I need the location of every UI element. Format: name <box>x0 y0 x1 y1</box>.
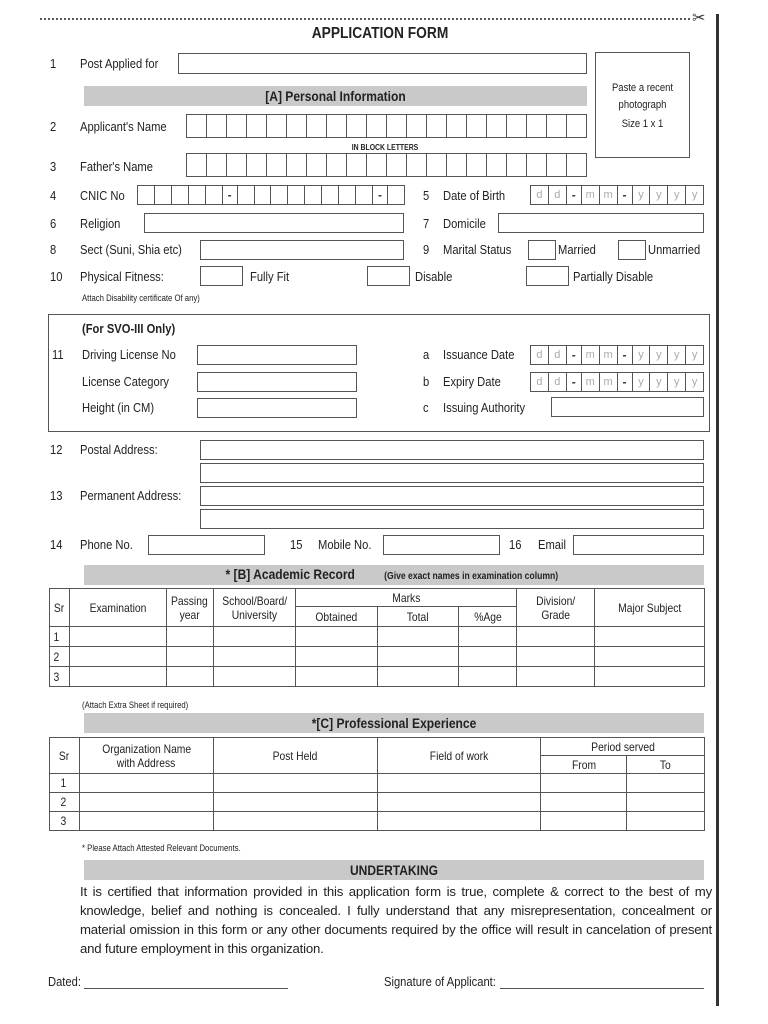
col-period-served: Period served <box>541 738 705 756</box>
permanent-address-line2[interactable] <box>200 509 704 529</box>
col-obtained: Obtained <box>295 607 377 627</box>
domicile-input[interactable] <box>498 213 704 233</box>
row-number: 12 <box>50 442 63 457</box>
col-division: Division/ Grade <box>517 589 595 627</box>
row-number: 4 <box>50 188 57 203</box>
section-b-title-wrap <box>84 566 704 584</box>
form-title: APPLICATION FORM <box>311 25 449 42</box>
permanent-address-label: Permanent Address: <box>80 488 182 503</box>
table-row[interactable]: 2 <box>50 647 705 667</box>
phone-label: Phone No. <box>80 537 133 552</box>
table-row[interactable]: 3 <box>50 667 705 687</box>
license-no-input[interactable] <box>197 345 357 365</box>
col-major-subject: Major Subject <box>595 589 705 627</box>
dob-label: Date of Birth <box>443 188 506 203</box>
attach-documents-note: * Please Attach Attested Relevant Documents. <box>82 843 241 853</box>
table-row[interactable]: 3 <box>50 812 705 831</box>
academic-table <box>49 588 705 687</box>
row-number: 15 <box>290 537 303 552</box>
post-label: Post Applied for <box>80 56 159 71</box>
post-input[interactable] <box>178 53 587 74</box>
attach-extra-note: (Attach Extra Sheet if required) <box>82 700 189 710</box>
permanent-address-line1[interactable] <box>200 486 704 506</box>
mobile-input[interactable] <box>383 535 500 555</box>
issuing-authority-label: Issuing Authority <box>443 400 526 415</box>
fully-fit-checkbox[interactable] <box>200 266 243 286</box>
col-from: From <box>541 756 627 774</box>
col-marks: Marks <box>295 589 516 607</box>
row-number: 7 <box>423 216 430 231</box>
authority-letter: c <box>423 400 429 415</box>
row-number: 1 <box>50 56 57 71</box>
sect-input[interactable] <box>200 240 404 260</box>
height-input[interactable] <box>197 398 357 418</box>
col-percent: %Age <box>459 607 517 627</box>
issuance-date-label: Issuance Date <box>443 347 515 362</box>
signature-label: Signature of Applicant: <box>384 974 496 989</box>
cnic-input[interactable]: - - <box>137 185 405 205</box>
table-row[interactable]: 1 <box>50 774 705 793</box>
row-number: 8 <box>50 242 57 257</box>
col-total: Total <box>377 607 459 627</box>
scissors-icon: ✂ <box>692 10 706 27</box>
photo-line3: Size 1 x 1 <box>621 118 664 130</box>
row-number: 11 <box>52 347 64 362</box>
section-c-title: *[C] Professional Experience <box>311 715 477 731</box>
disable-label: Disable <box>415 269 453 284</box>
row-number: 6 <box>50 216 57 231</box>
col-sr: Sr <box>50 738 80 774</box>
col-field-of-work: Field of work <box>377 738 541 774</box>
photo-line1: Paste a recent <box>611 82 674 94</box>
partially-disable-checkbox[interactable] <box>526 266 569 286</box>
license-category-input[interactable] <box>197 372 357 392</box>
table-row[interactable]: 2 <box>50 793 705 812</box>
undertaking-title: UNDERTAKING <box>349 862 439 878</box>
expiry-date-label: Expiry Date <box>443 374 501 389</box>
row-number: 10 <box>50 269 63 284</box>
religion-label: Religion <box>80 216 121 231</box>
mobile-label: Mobile No. <box>318 537 372 552</box>
row-number: 5 <box>423 188 430 203</box>
phone-input[interactable] <box>148 535 265 555</box>
issuance-letter: a <box>423 347 430 362</box>
domicile-label: Domicile <box>443 216 486 231</box>
issuance-date-input[interactable]: d d - m m - y y y y <box>530 345 704 365</box>
fully-fit-label: Fully Fit <box>250 269 290 284</box>
applicant-name-label: Applicant's Name <box>80 119 167 134</box>
dob-input[interactable]: d d - m m - y y y y <box>530 185 704 205</box>
email-input[interactable] <box>573 535 704 555</box>
col-school: School/Board/ University <box>213 589 295 627</box>
license-no-label: Driving License No <box>82 347 176 362</box>
married-checkbox[interactable] <box>528 240 556 260</box>
col-examination: Examination <box>69 589 166 627</box>
row-number: 14 <box>50 537 63 552</box>
license-category-label: License Category <box>82 374 170 389</box>
col-organization: Organization Name with Address <box>79 738 213 774</box>
postal-address-line1[interactable] <box>200 440 704 460</box>
cnic-label: CNIC No <box>80 188 125 203</box>
fitness-label: Physical Fitness: <box>80 269 164 284</box>
unmarried-checkbox[interactable] <box>618 240 646 260</box>
dated-line[interactable] <box>84 988 288 989</box>
marital-label: Marital Status <box>443 242 512 257</box>
undertaking-text: It is certified that information provided in this application form is true, complete & correct to the best of my knowledge, belief and nothing is concealed. I fully understand that any misrepresentation, concealment or material omission in this form or any other documents required by the office will result in cancelation of present and future employment in this organization. <box>80 884 712 956</box>
married-label: Married <box>558 242 596 257</box>
svo-heading: (For SVO-III Only) <box>82 321 176 336</box>
applicant-name-input[interactable] <box>186 114 587 138</box>
section-b-note: (Give exact names in examination column) <box>384 571 559 582</box>
cut-line <box>40 18 690 20</box>
email-label: Email <box>538 537 566 552</box>
father-name-label: Father's Name <box>80 159 153 174</box>
partially-disable-label: Partially Disable <box>573 269 654 284</box>
block-letters-hint: IN BLOCK LETTERS <box>351 143 419 152</box>
row-number: 13 <box>50 488 63 503</box>
col-sr: Sr <box>50 589 70 627</box>
expiry-letter: b <box>423 374 430 389</box>
sect-label: Sect (Suni, Shia etc) <box>80 242 182 257</box>
row-number: 2 <box>50 119 57 134</box>
experience-table <box>49 737 705 831</box>
postal-address-line2[interactable] <box>200 463 704 483</box>
dated-label: Dated: <box>48 974 81 989</box>
table-row[interactable]: 1 <box>50 627 705 647</box>
signature-line[interactable] <box>500 988 704 989</box>
section-b-title: * [B] Academic Record <box>225 566 356 582</box>
religion-input[interactable] <box>144 213 404 233</box>
postal-address-label: Postal Address: <box>80 442 158 457</box>
father-name-input[interactable] <box>186 153 587 177</box>
photo-line2: photograph <box>618 99 667 111</box>
section-a-title: [A] Personal Information <box>265 88 406 104</box>
row-number: 16 <box>509 537 522 552</box>
issuing-authority-input[interactable] <box>551 397 704 417</box>
disable-checkbox[interactable] <box>367 266 410 286</box>
unmarried-label: Unmarried <box>648 242 701 257</box>
col-passing-year: Passing year <box>166 589 213 627</box>
expiry-date-input[interactable]: d d - m m - y y y y <box>530 372 704 392</box>
row-number: 3 <box>50 159 57 174</box>
col-post-held: Post Held <box>213 738 377 774</box>
row-number: 9 <box>423 242 430 257</box>
height-label: Height (in CM) <box>82 400 155 415</box>
col-to: To <box>627 756 705 774</box>
disability-note: Attach Disability certificate Of any) <box>82 293 200 303</box>
